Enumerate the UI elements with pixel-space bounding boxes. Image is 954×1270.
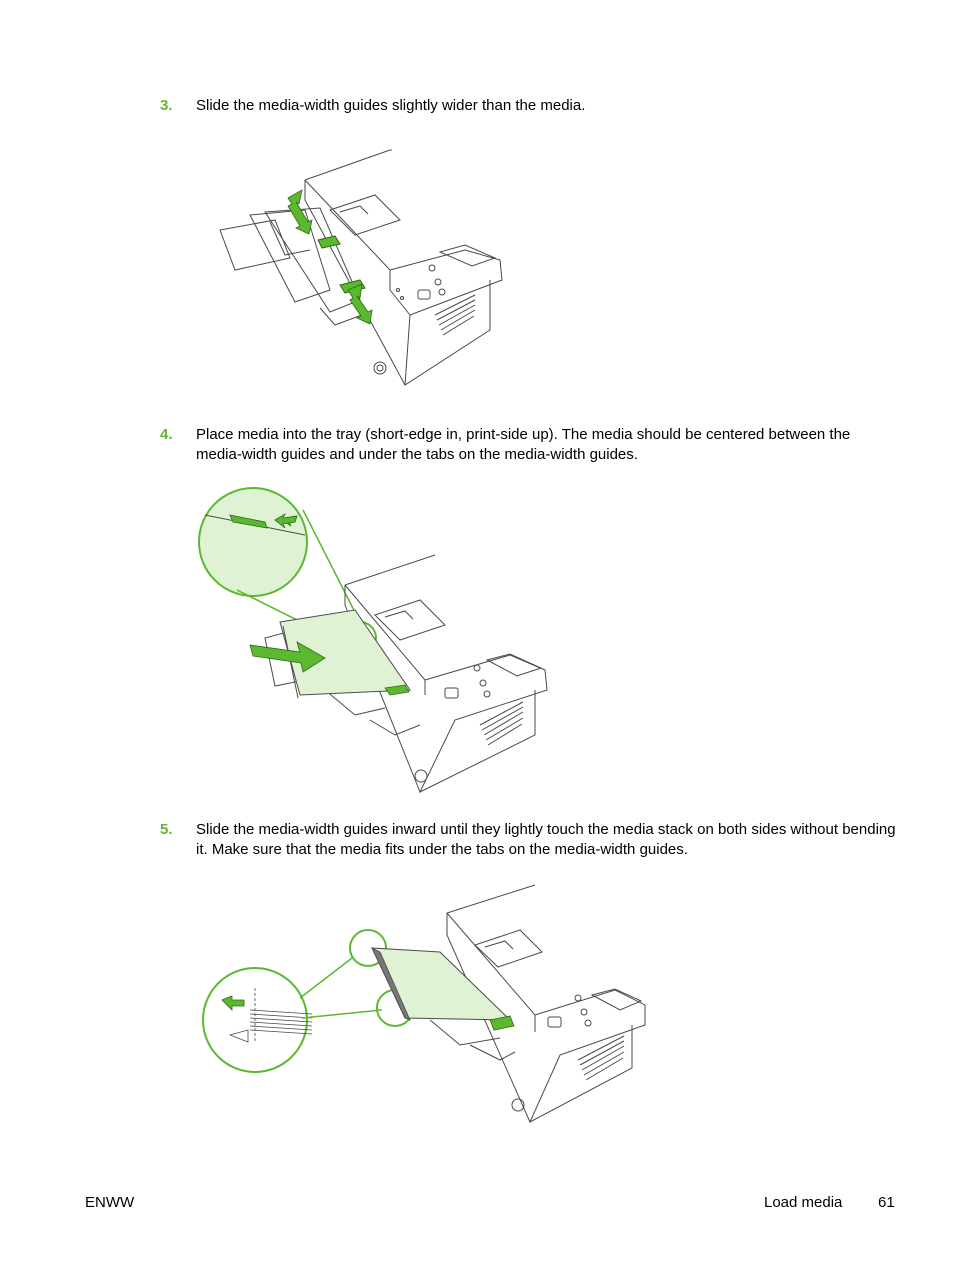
step-number: 5.: [160, 821, 173, 838]
footer-left: ENWW: [85, 1194, 135, 1211]
step-4: [160, 425, 890, 465]
footer-section: Load media: [764, 1194, 843, 1211]
page-number: 61: [878, 1194, 895, 1211]
figure-adjust-guides: [200, 880, 650, 1130]
step-5: [160, 820, 896, 860]
step-number: 3.: [160, 97, 173, 114]
step-text: Place media into the tray (short-edge in, print-side up). The media should be centered between the media-width guides and under the tabs on the media-width guides.: [196, 426, 851, 463]
step-3: [160, 96, 890, 116]
step-text: Slide the media-width guides inward until they lightly touch the media stack on both sides without bending it. Make sure that the media fits under the tabs on the media-width guides.: [196, 821, 896, 858]
step-number: 4.: [160, 426, 173, 443]
printer-illustration: [200, 880, 650, 1130]
figure-open-guides: [210, 140, 520, 395]
printer-illustration: [210, 140, 520, 395]
step-text: Slide the media-width guides slightly wider than the media.: [196, 97, 586, 114]
printer-illustration: [195, 480, 555, 800]
figure-place-media: [195, 480, 555, 800]
zoom-callout: [199, 488, 307, 596]
